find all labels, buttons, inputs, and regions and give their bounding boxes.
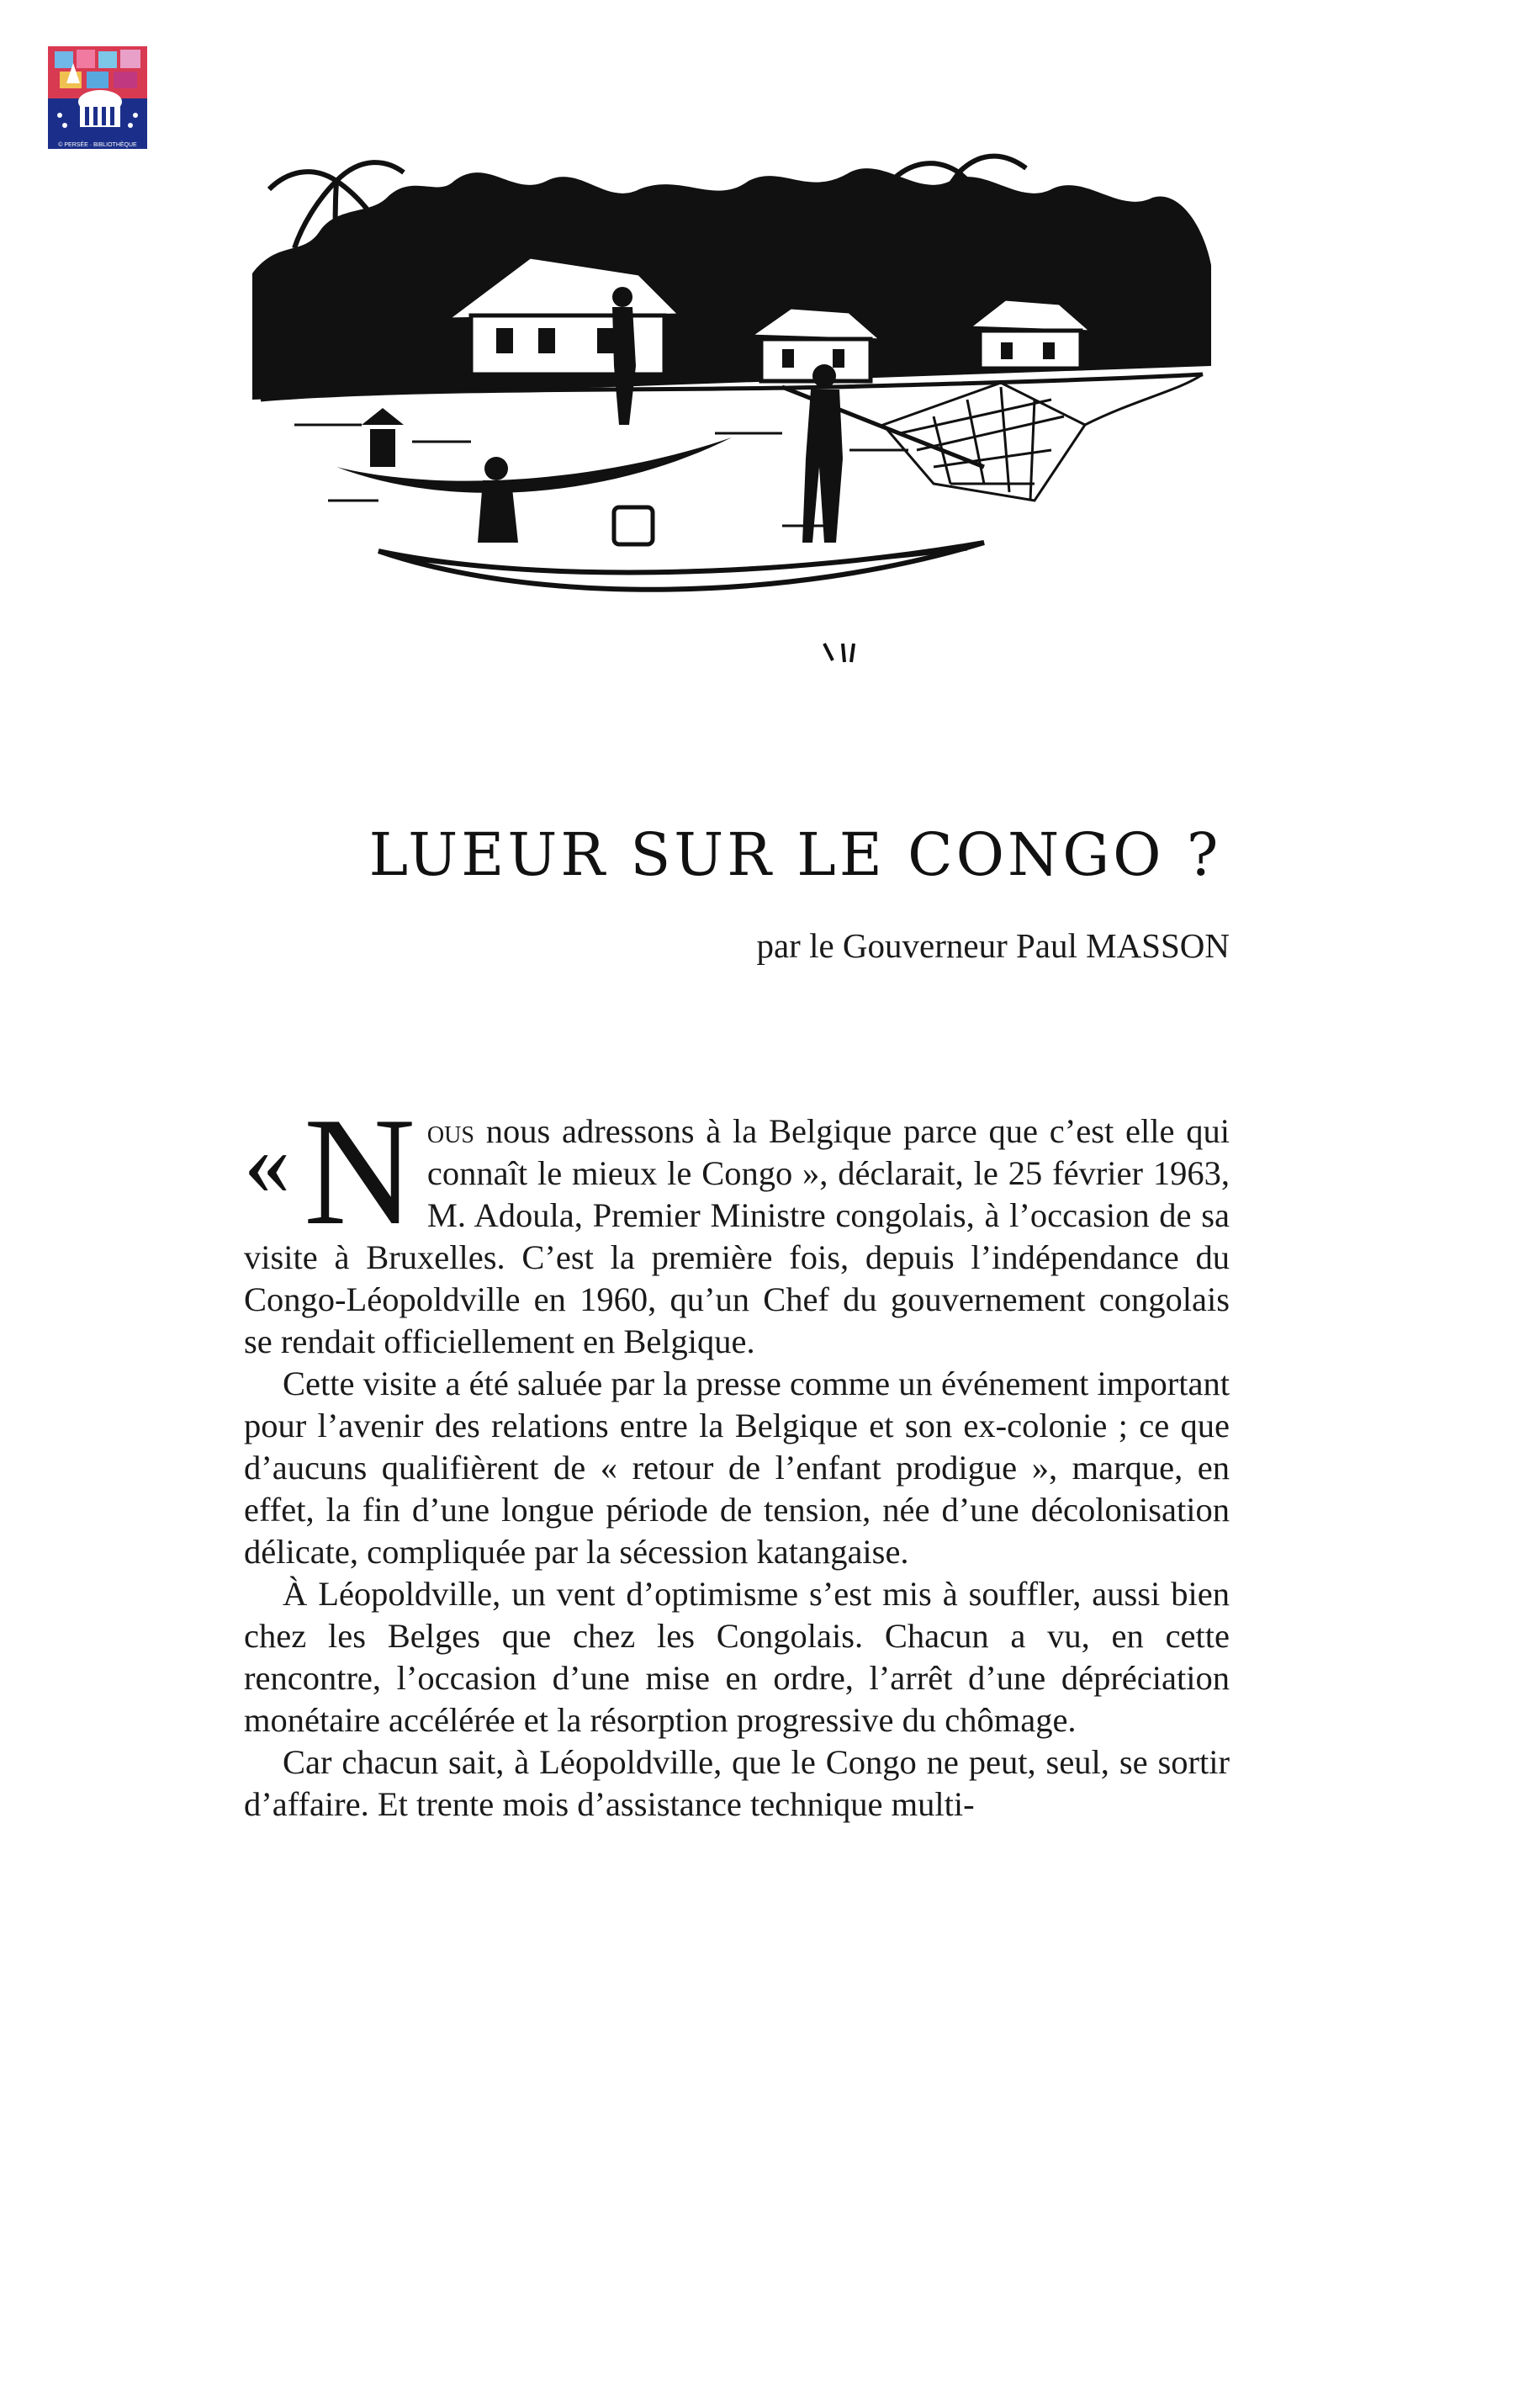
lead-smallcaps: ous — [426, 1112, 474, 1150]
article-title: LUEUR SUR LE CONGO ? — [368, 820, 1222, 889]
drop-cap: N — [304, 1085, 415, 1257]
paragraph-2: Cette visite a été saluée par la presse comme un événement important pour l’avenir des relations entre la Belgique et son ex-colonie ; ce que d’aucuns qualifièrent de « retour de l’enfant prodigue », marque, en effet, la fin d’une longue période de tension, née d’une décolonisation délicate, compliquée par la sécession katangaise. — [244, 1365, 1230, 1571]
paragraph-1-text: nous adressons à la Belgique parce que c’est elle qui connaît le mieux le Congo », déclarait, le 25 février 1963, M. Adoula, Premier Ministre congolais, à l’occasion de sa visite à Bruxelles. C’est la première fois, depuis l’indépendance du Congo-Léopoldville en 1960, qu’un Chef du gouvernement congolais se rendait officiellement en Belgique. — [244, 1112, 1230, 1360]
author-byline: par le Gouverneur Paul MASSON — [756, 926, 1230, 965]
opening-quote-mark: « — [244, 1111, 290, 1214]
paragraph-3: À Léopoldville, un vent d’optimisme s’est mis à souffler, aussi bien chez les Belges que chez les Congolais. Chacun a vu, en cette rencontre, l’occasion d’une mise en ordre, l’arrêt d’une dépréciation monétaire accélérée et la résorption progressive du chômage. — [244, 1575, 1230, 1739]
article-body — [244, 1085, 1230, 1826]
congo-river-village-drawing-icon — [244, 147, 1220, 677]
logo-caption: © PERSÉE · BIBLIOTHÈQUE — [58, 142, 137, 148]
paragraph-1 — [244, 1085, 1230, 1363]
library-building-logo-icon — [48, 46, 147, 149]
paragraph-4: Car chacun sait, à Léopoldville, que le Congo ne peut, seul, se sortir d’affaire. Et trente mois d’assistance technique multi- — [244, 1743, 1230, 1823]
